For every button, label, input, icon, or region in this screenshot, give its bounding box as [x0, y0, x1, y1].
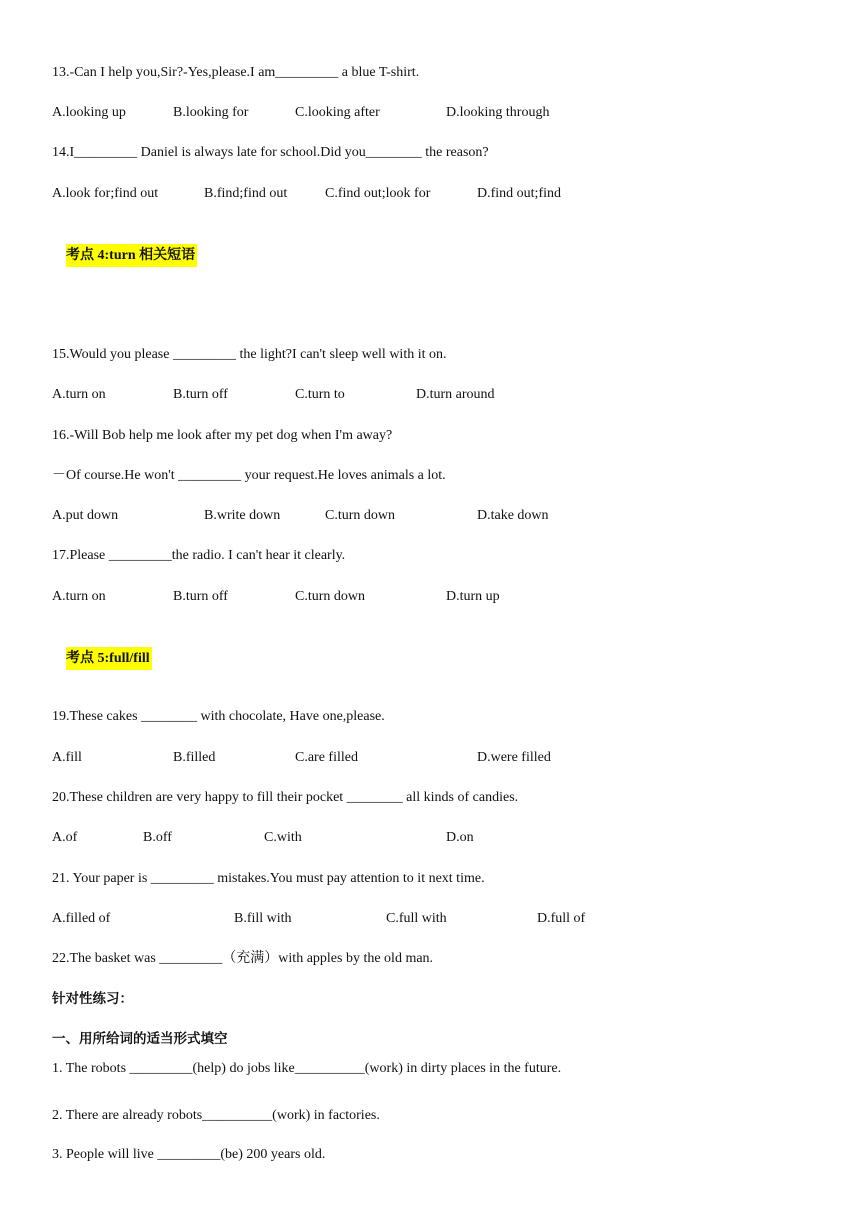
option-b: B.turn off: [173, 387, 228, 402]
section-5-title: 考点 5:full/fill: [66, 647, 152, 670]
option-a: A.filled of: [52, 911, 111, 926]
section-4-heading: [52, 223, 197, 263]
option-d: D.looking through: [446, 105, 550, 120]
question-21-options: [52, 908, 752, 930]
option-b: B.filled: [173, 750, 216, 765]
option-d: D.turn around: [416, 387, 495, 402]
option-c: C.are filled: [295, 750, 358, 765]
option-d: D.on: [446, 830, 474, 845]
option-b: B.off: [143, 830, 172, 845]
option-a: A.turn on: [52, 387, 106, 402]
option-d: D.were filled: [477, 750, 551, 765]
practice-title: 针对性练习：: [52, 991, 133, 1007]
section-4-title: 考点 4:turn 相关短语: [66, 244, 197, 267]
option-b: B.fill with: [234, 911, 292, 926]
option-d: D.find out;find: [477, 186, 561, 201]
option-c: C.find out;look for: [325, 186, 431, 201]
option-a: A.of: [52, 830, 78, 845]
practice-part1-title: 一、用所给词的适当形式填空: [52, 1031, 228, 1047]
option-b: B.turn off: [173, 589, 228, 604]
option-c: C.looking after: [295, 105, 380, 120]
question-14-stem: 14.I_________ Daniel is always late for school.Did you________ the reason?: [52, 145, 489, 160]
option-a: A.turn on: [52, 589, 106, 604]
option-d: D.turn up: [446, 589, 500, 604]
question-14-options: [52, 183, 752, 205]
option-c: C.turn down: [325, 508, 395, 523]
option-c: C.with: [264, 830, 302, 845]
option-c: C.full with: [386, 911, 447, 926]
question-20-stem: 20.These children are very happy to fill their pocket ________ all kinds of candies.: [52, 790, 519, 805]
practice-item-2: 2. There are already robots__________(work) in factories.: [52, 1108, 380, 1123]
practice-item-3: 3. People will live _________(be) 200 years old.: [52, 1147, 326, 1162]
option-d: D.take down: [477, 508, 549, 523]
option-b: B.write down: [204, 508, 281, 523]
question-15-stem: 15.Would you please _________ the light?I can't sleep well with it on.: [52, 347, 447, 362]
option-c: C.turn to: [295, 387, 345, 402]
question-13-stem: 13.-Can I help you,Sir?-Yes,please.I am_________ a blue T-shirt.: [52, 65, 420, 80]
question-22-stem: 22.The basket was _________（充满）with apples by the old man.: [52, 951, 434, 966]
option-b: B.find;find out: [204, 186, 288, 201]
question-16-stem: 16.-Will Bob help me look after my pet dog when I'm away?: [52, 428, 393, 443]
question-16-options: [52, 505, 752, 527]
question-16-stem-continued: －Of course.He won't _________ your request.He loves animals a lot.: [52, 468, 446, 483]
question-15-options: [52, 384, 752, 406]
option-a: A.fill: [52, 750, 82, 765]
question-21-stem: 21. Your paper is _________ mistakes.You must pay attention to it next time.: [52, 871, 485, 886]
question-19-stem: 19.These cakes ________ with chocolate, Have one,please.: [52, 709, 385, 724]
practice-item-1: 1. The robots _________(help) do jobs like__________(work) in dirty places in the future.: [52, 1061, 562, 1076]
option-a: A.put down: [52, 508, 119, 523]
section-5-heading: [52, 626, 152, 666]
question-19-options: [52, 747, 752, 769]
question-20-options: [52, 827, 752, 849]
option-a: A.look for;find out: [52, 186, 159, 201]
question-17-options: [52, 586, 752, 608]
option-a: A.looking up: [52, 105, 126, 120]
option-b: B.looking for: [173, 105, 249, 120]
option-d: D.full of: [537, 911, 586, 926]
question-17-stem: 17.Please _________the radio. I can't hear it clearly.: [52, 548, 346, 563]
question-13-options: [52, 102, 752, 124]
option-c: C.turn down: [295, 589, 365, 604]
